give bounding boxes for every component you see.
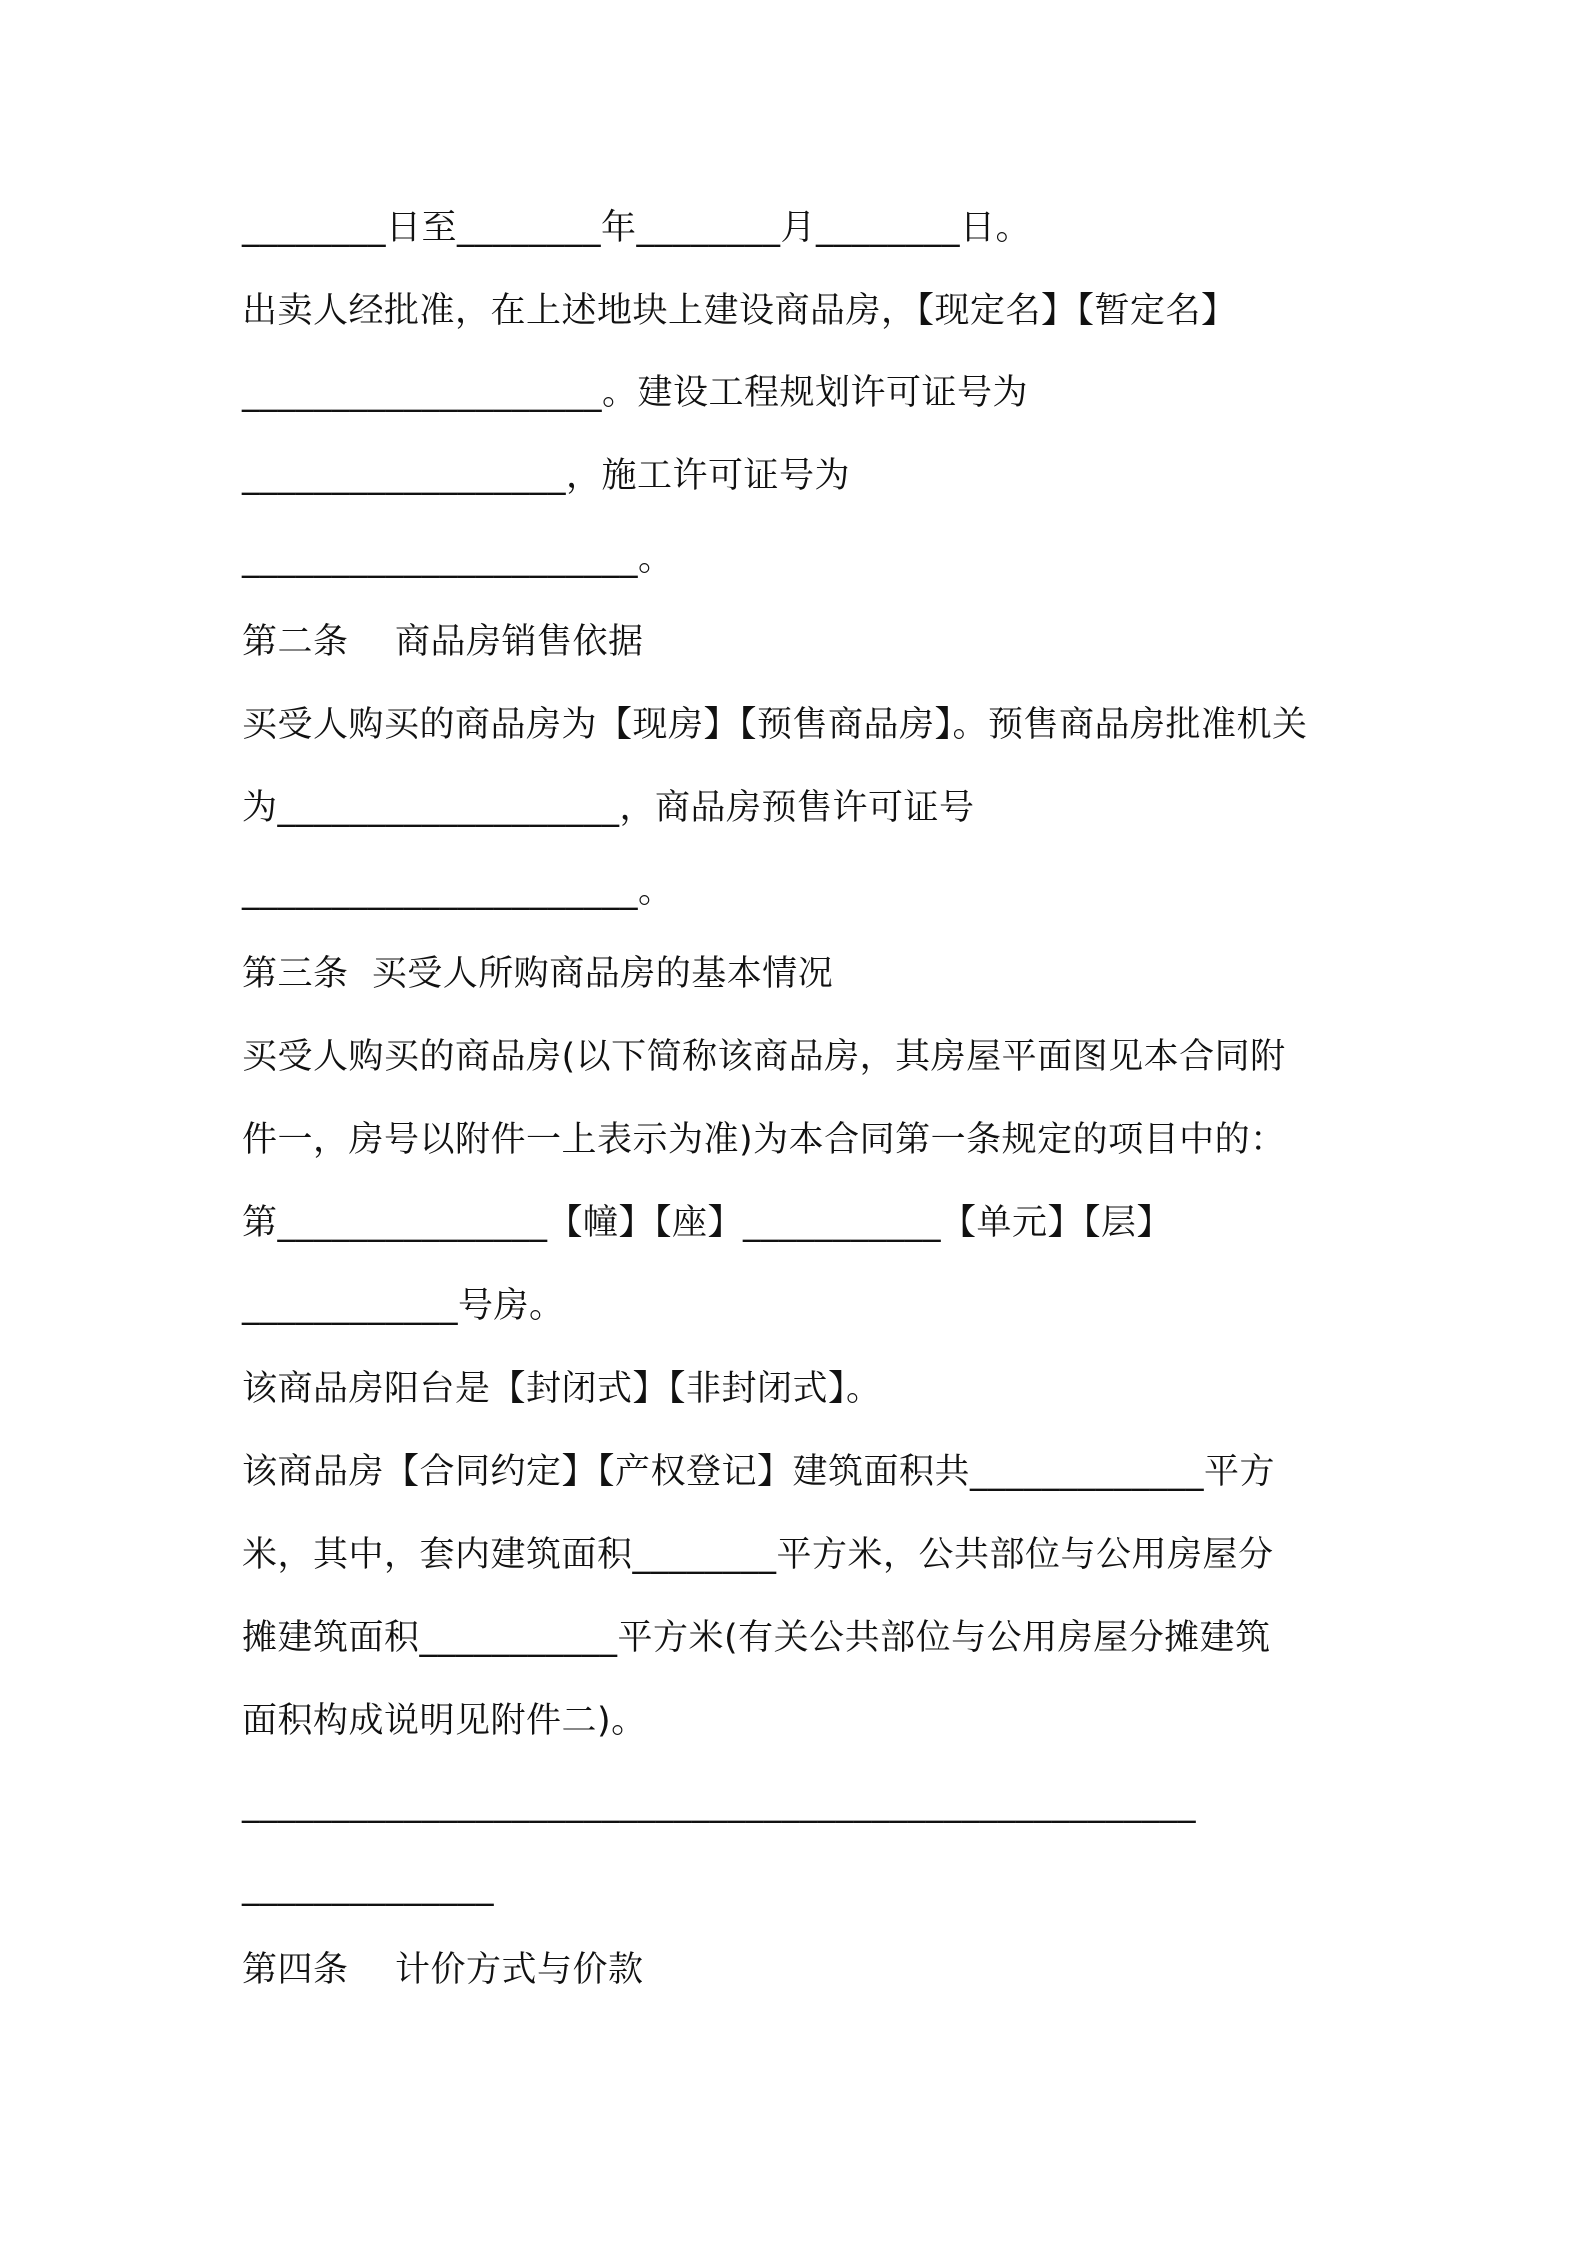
text-line-blank-short: ______________ bbox=[242, 1867, 494, 1907]
section-heading-article-4: 第四条 计价方式与价款 bbox=[242, 1950, 644, 1990]
section-heading-article-3: 第三条 买受人所购商品房的基本情况 bbox=[242, 954, 834, 994]
text-line-approval-authority: 为___________________，商品房预售许可证号 bbox=[242, 788, 975, 828]
text-line-house-description-2: 件一，房号以附件一上表示为准)为本合同第一条规定的项目中的： bbox=[242, 1120, 1286, 1160]
text-line-room-number: ____________号房。 bbox=[242, 1286, 565, 1326]
text-line-balcony: 该商品房阳台是【封闭式】【非封闭式】。 bbox=[242, 1369, 882, 1409]
text-line-date-range: ________日至________年________月________日。 bbox=[242, 208, 1032, 248]
text-line-shared-area: 摊建筑面积___________平方米(有关公共部位与公用房屋分摊建筑 bbox=[242, 1618, 1271, 1658]
text-line-permit-number: ______________________。 bbox=[242, 539, 674, 579]
text-line-blank-long: _____________________________________________________ bbox=[242, 1784, 1196, 1824]
text-line-house-description-1: 买受人购买的商品房(以下简称该商品房，其房屋平面图见本合同附 bbox=[242, 1037, 1286, 1077]
text-line-building-unit: 第_______________【幢】【座】___________【单元】【层】 bbox=[242, 1203, 1173, 1243]
text-line-shared-area-note: 面积构成说明见附件二)。 bbox=[242, 1701, 647, 1741]
text-line-construction-permit: __________________，施工许可证号为 bbox=[242, 456, 851, 496]
text-line-planning-permit: ____________________。建设工程规划许可证号为 bbox=[242, 373, 1029, 413]
text-line-sale-basis: 买受人购买的商品房为【现房】【预售商品房】。预售商品房批准机关 bbox=[242, 705, 1308, 745]
text-line-presale-permit-number: ______________________。 bbox=[242, 871, 674, 911]
section-heading-article-2: 第二条 商品房销售依据 bbox=[242, 622, 644, 662]
text-line-inner-area: 米，其中，套内建筑面积________平方米，公共部位与公用房屋分 bbox=[242, 1535, 1274, 1575]
text-line-project-name: 出卖人经批准，在上述地块上建设商品房，【现定名】【暂定名】 bbox=[242, 291, 1237, 331]
text-line-building-area: 该商品房【合同约定】【产权登记】建筑面积共_____________平方 bbox=[242, 1452, 1276, 1492]
